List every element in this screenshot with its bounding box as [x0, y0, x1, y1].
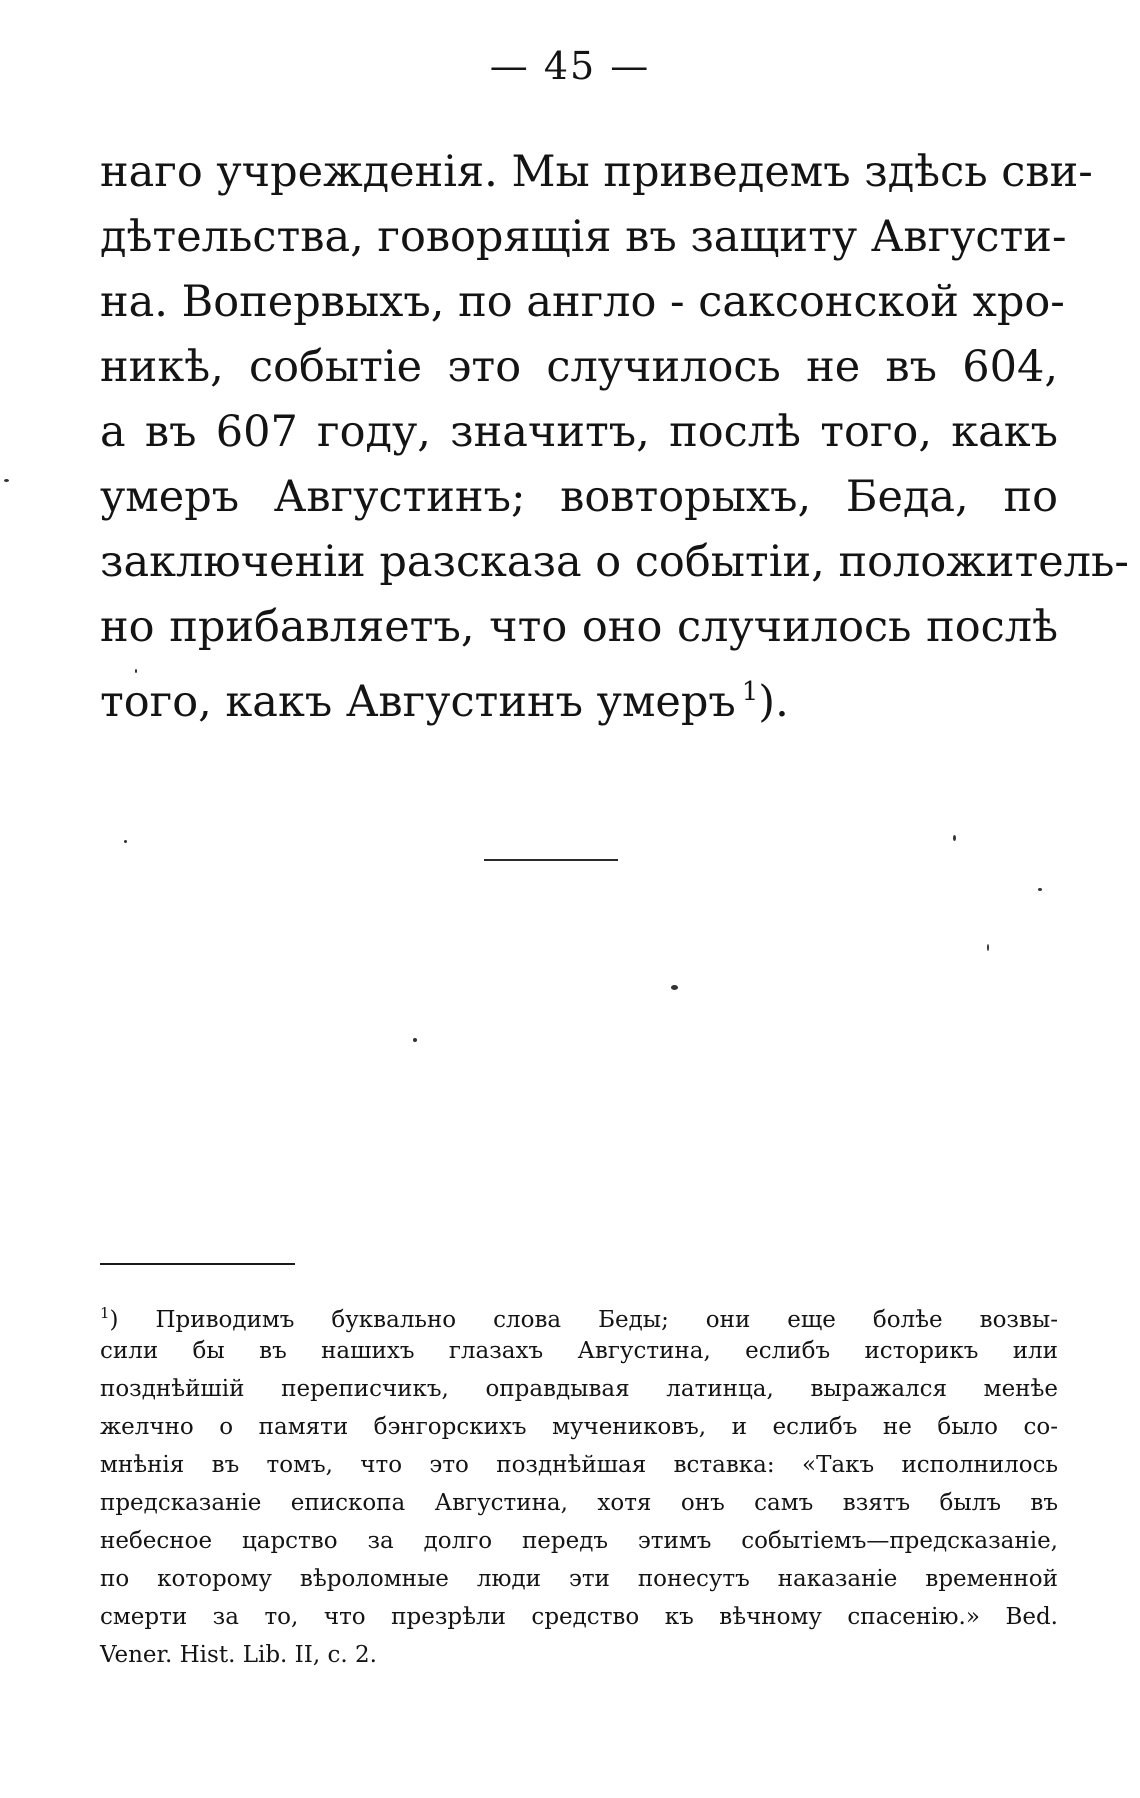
- text-line: умеръ Августинъ; вовторыхъ, Беда, по: [100, 472, 1058, 522]
- footnote: [100, 1294, 1058, 1674]
- footnote-line: предсказаніе епископа Августина, хотя онъ самъ взятъ былъ въ: [100, 1490, 1058, 1516]
- text-line-content: того, какъ Августинъ умеръ: [100, 677, 736, 727]
- scan-speck: [987, 944, 989, 951]
- text-line: заключеніи разсказа о событіи, положитель-: [100, 537, 1129, 587]
- footnote-line: [100, 1294, 1058, 1332]
- footnote-line: смерти за то, что презрѣли средство къ вѣчному спасенію.» Bed.: [100, 1604, 1058, 1630]
- main-text: [100, 140, 1129, 727]
- footnote-line: позднѣйшій переписчикъ, оправдывая латинца, выражался менѣе: [100, 1376, 1058, 1402]
- footnote-line-last: Vener. Hist. Lib. II, c. 2.: [100, 1642, 377, 1668]
- text-line-end: ).: [758, 677, 789, 727]
- page-number: — 45 —: [489, 44, 651, 88]
- text-line-last: [100, 660, 1058, 725]
- text-line: на. Вопервыхъ, по англо - саксонской хро-: [100, 277, 1065, 327]
- scan-speck: [135, 669, 137, 673]
- scan-speck: [4, 479, 9, 482]
- scan-speck: [124, 840, 127, 843]
- text-line: но прибавляетъ, что оно случилось послѣ: [100, 602, 1058, 652]
- text-line: дѣтельства, говорящія въ защиту Августи-: [100, 212, 1067, 262]
- scan-speck: [671, 985, 678, 990]
- footnote-reference[interactable]: 1: [741, 677, 759, 707]
- text-line: наго учрежденія. Мы приведемъ здѣсь сви-: [100, 147, 1093, 197]
- footnote-marker: 1: [100, 1304, 110, 1322]
- footnote-line: по которому вѣроломные люди эти понесутъ наказаніе временной: [100, 1566, 1058, 1592]
- text-line: а въ 607 году, значитъ, послѣ того, какъ: [100, 407, 1058, 457]
- scan-speck: [1038, 888, 1042, 891]
- footnote-line: небесное царство за долго передъ этимъ событіемъ—предсказаніе,: [100, 1528, 1058, 1554]
- footnote-line: желчно о памяти бэнгорскихъ мучениковъ, и еслибъ не было со-: [100, 1414, 1058, 1440]
- section-divider: [484, 859, 618, 861]
- footnote-rule: [100, 1263, 295, 1265]
- text-line: никѣ, событіе это случилось не въ 604,: [100, 342, 1058, 392]
- footnote-line: мнѣнія въ томъ, что это позднѣйшая вставка: «Такъ исполнилось: [100, 1452, 1058, 1478]
- scan-speck: [413, 1038, 417, 1042]
- scan-speck: [953, 835, 956, 841]
- footnote-first-line: ) Приводимъ буквально слова Беды; они еще болѣе возвы-: [109, 1307, 1058, 1333]
- footnote-line: сили бы въ нашихъ глазахъ Августина, еслибъ историкъ или: [100, 1338, 1058, 1364]
